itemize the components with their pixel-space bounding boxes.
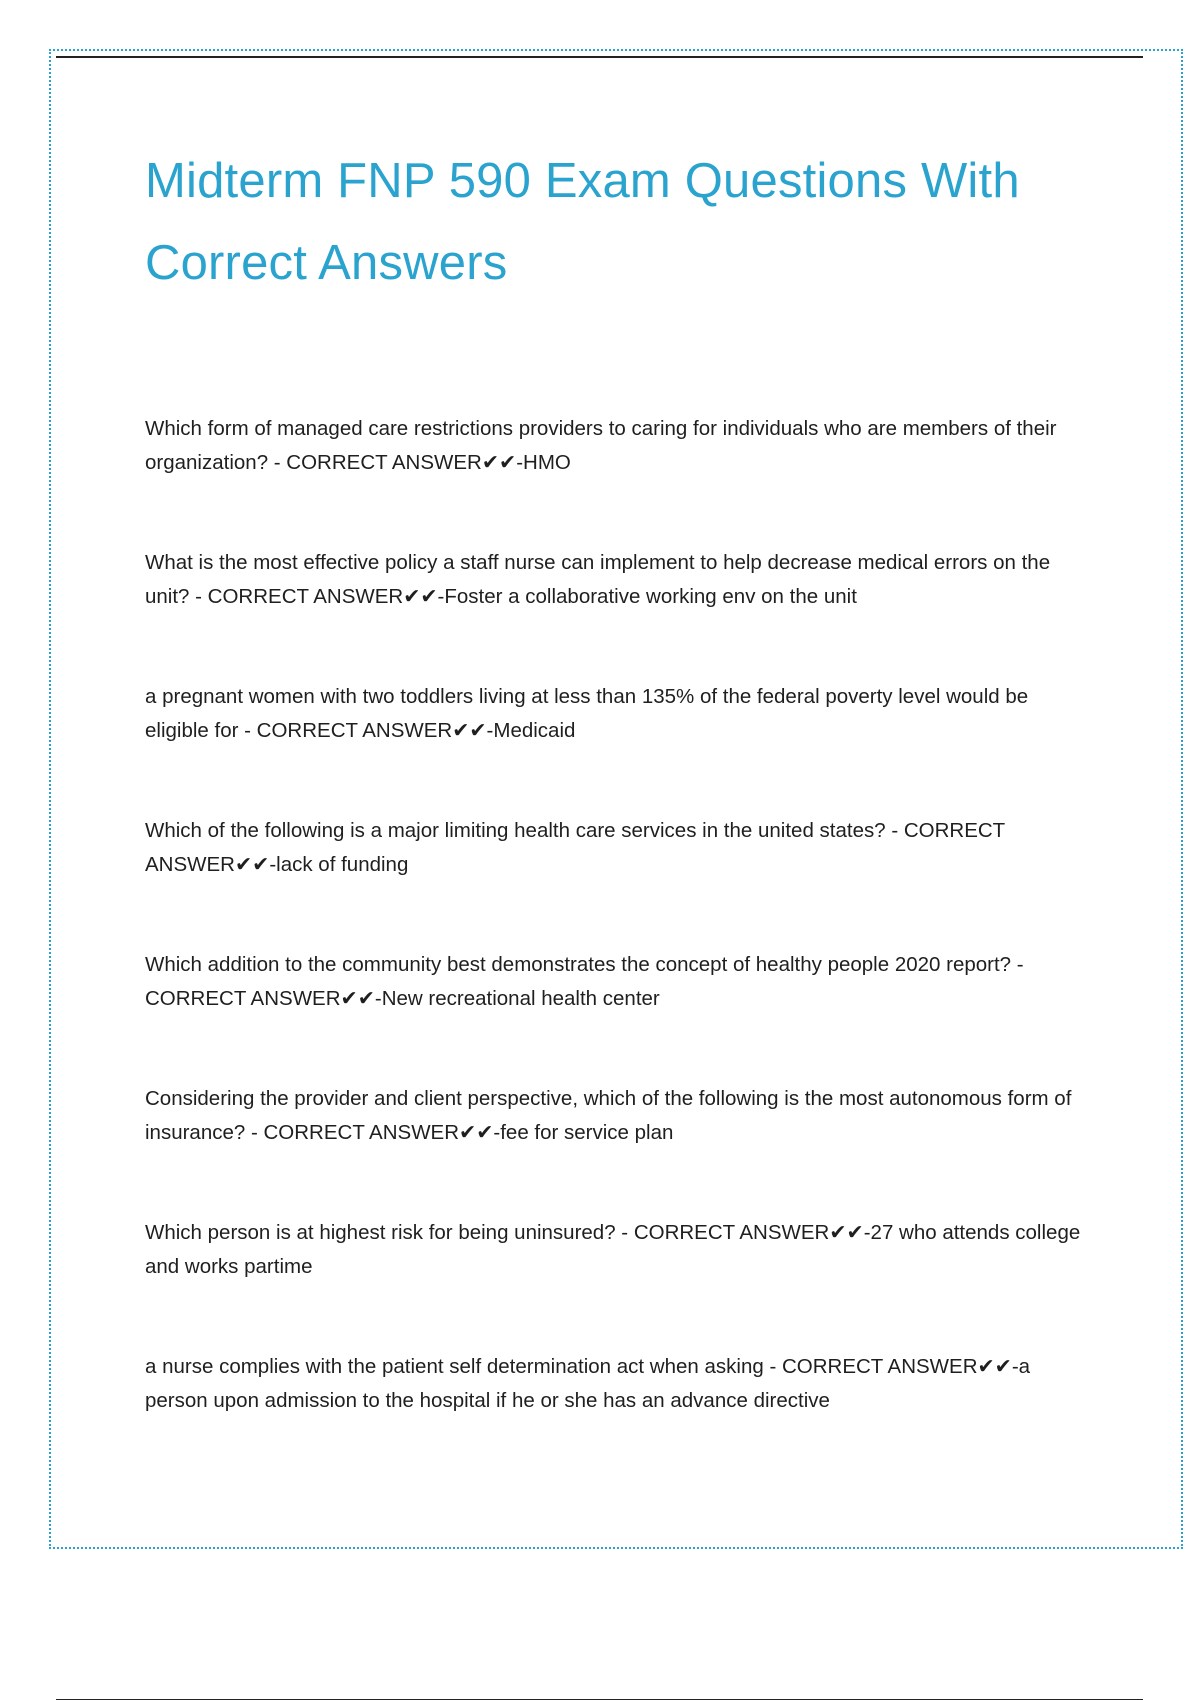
question-answer-item: Which of the following is a major limiting health care services in the united states? - CORRECT ANSWER✔✔-lack of funding: [145, 819, 1005, 876]
question-answer-item: a pregnant women with two toddlers living at less than 135% of the federal poverty level would be eligible for - CORRECT ANSWER✔✔-Medicaid: [145, 685, 1029, 742]
question-answer-item: What is the most effective policy a staff nurse can implement to help decrease medical errors on the unit? - CORRECT ANSWER✔✔-Foster a collaborative working env on the unit: [145, 551, 1051, 608]
document-title: Midterm FNP 590 Exam Questions With Correct Answers: [145, 154, 1020, 290]
question-list: [145, 412, 1095, 1484]
question-answer-item: a nurse complies with the patient self determination act when asking - CORRECT ANSWER✔✔-a person upon admission to the hospital if he or she has an advance directive: [145, 1355, 1031, 1412]
question-answer-item: Which form of managed care restrictions providers to caring for individuals who are members of their organization? - CORRECT ANSWER✔✔-HMO: [145, 417, 1057, 474]
header-rule: [56, 56, 1143, 58]
question-answer-item: Considering the provider and client perspective, which of the following is the most autonomous form of insurance? - CORRECT ANSWER✔✔-fee for service plan: [145, 1087, 1072, 1144]
question-answer-item: Which person is at highest risk for being uninsured? - CORRECT ANSWER✔✔-27 who attends college and works partime: [145, 1221, 1081, 1278]
question-answer-item: Which addition to the community best demonstrates the concept of healthy people 2020 report? - CORRECT ANSWER✔✔-New recreational health center: [145, 953, 1024, 1010]
